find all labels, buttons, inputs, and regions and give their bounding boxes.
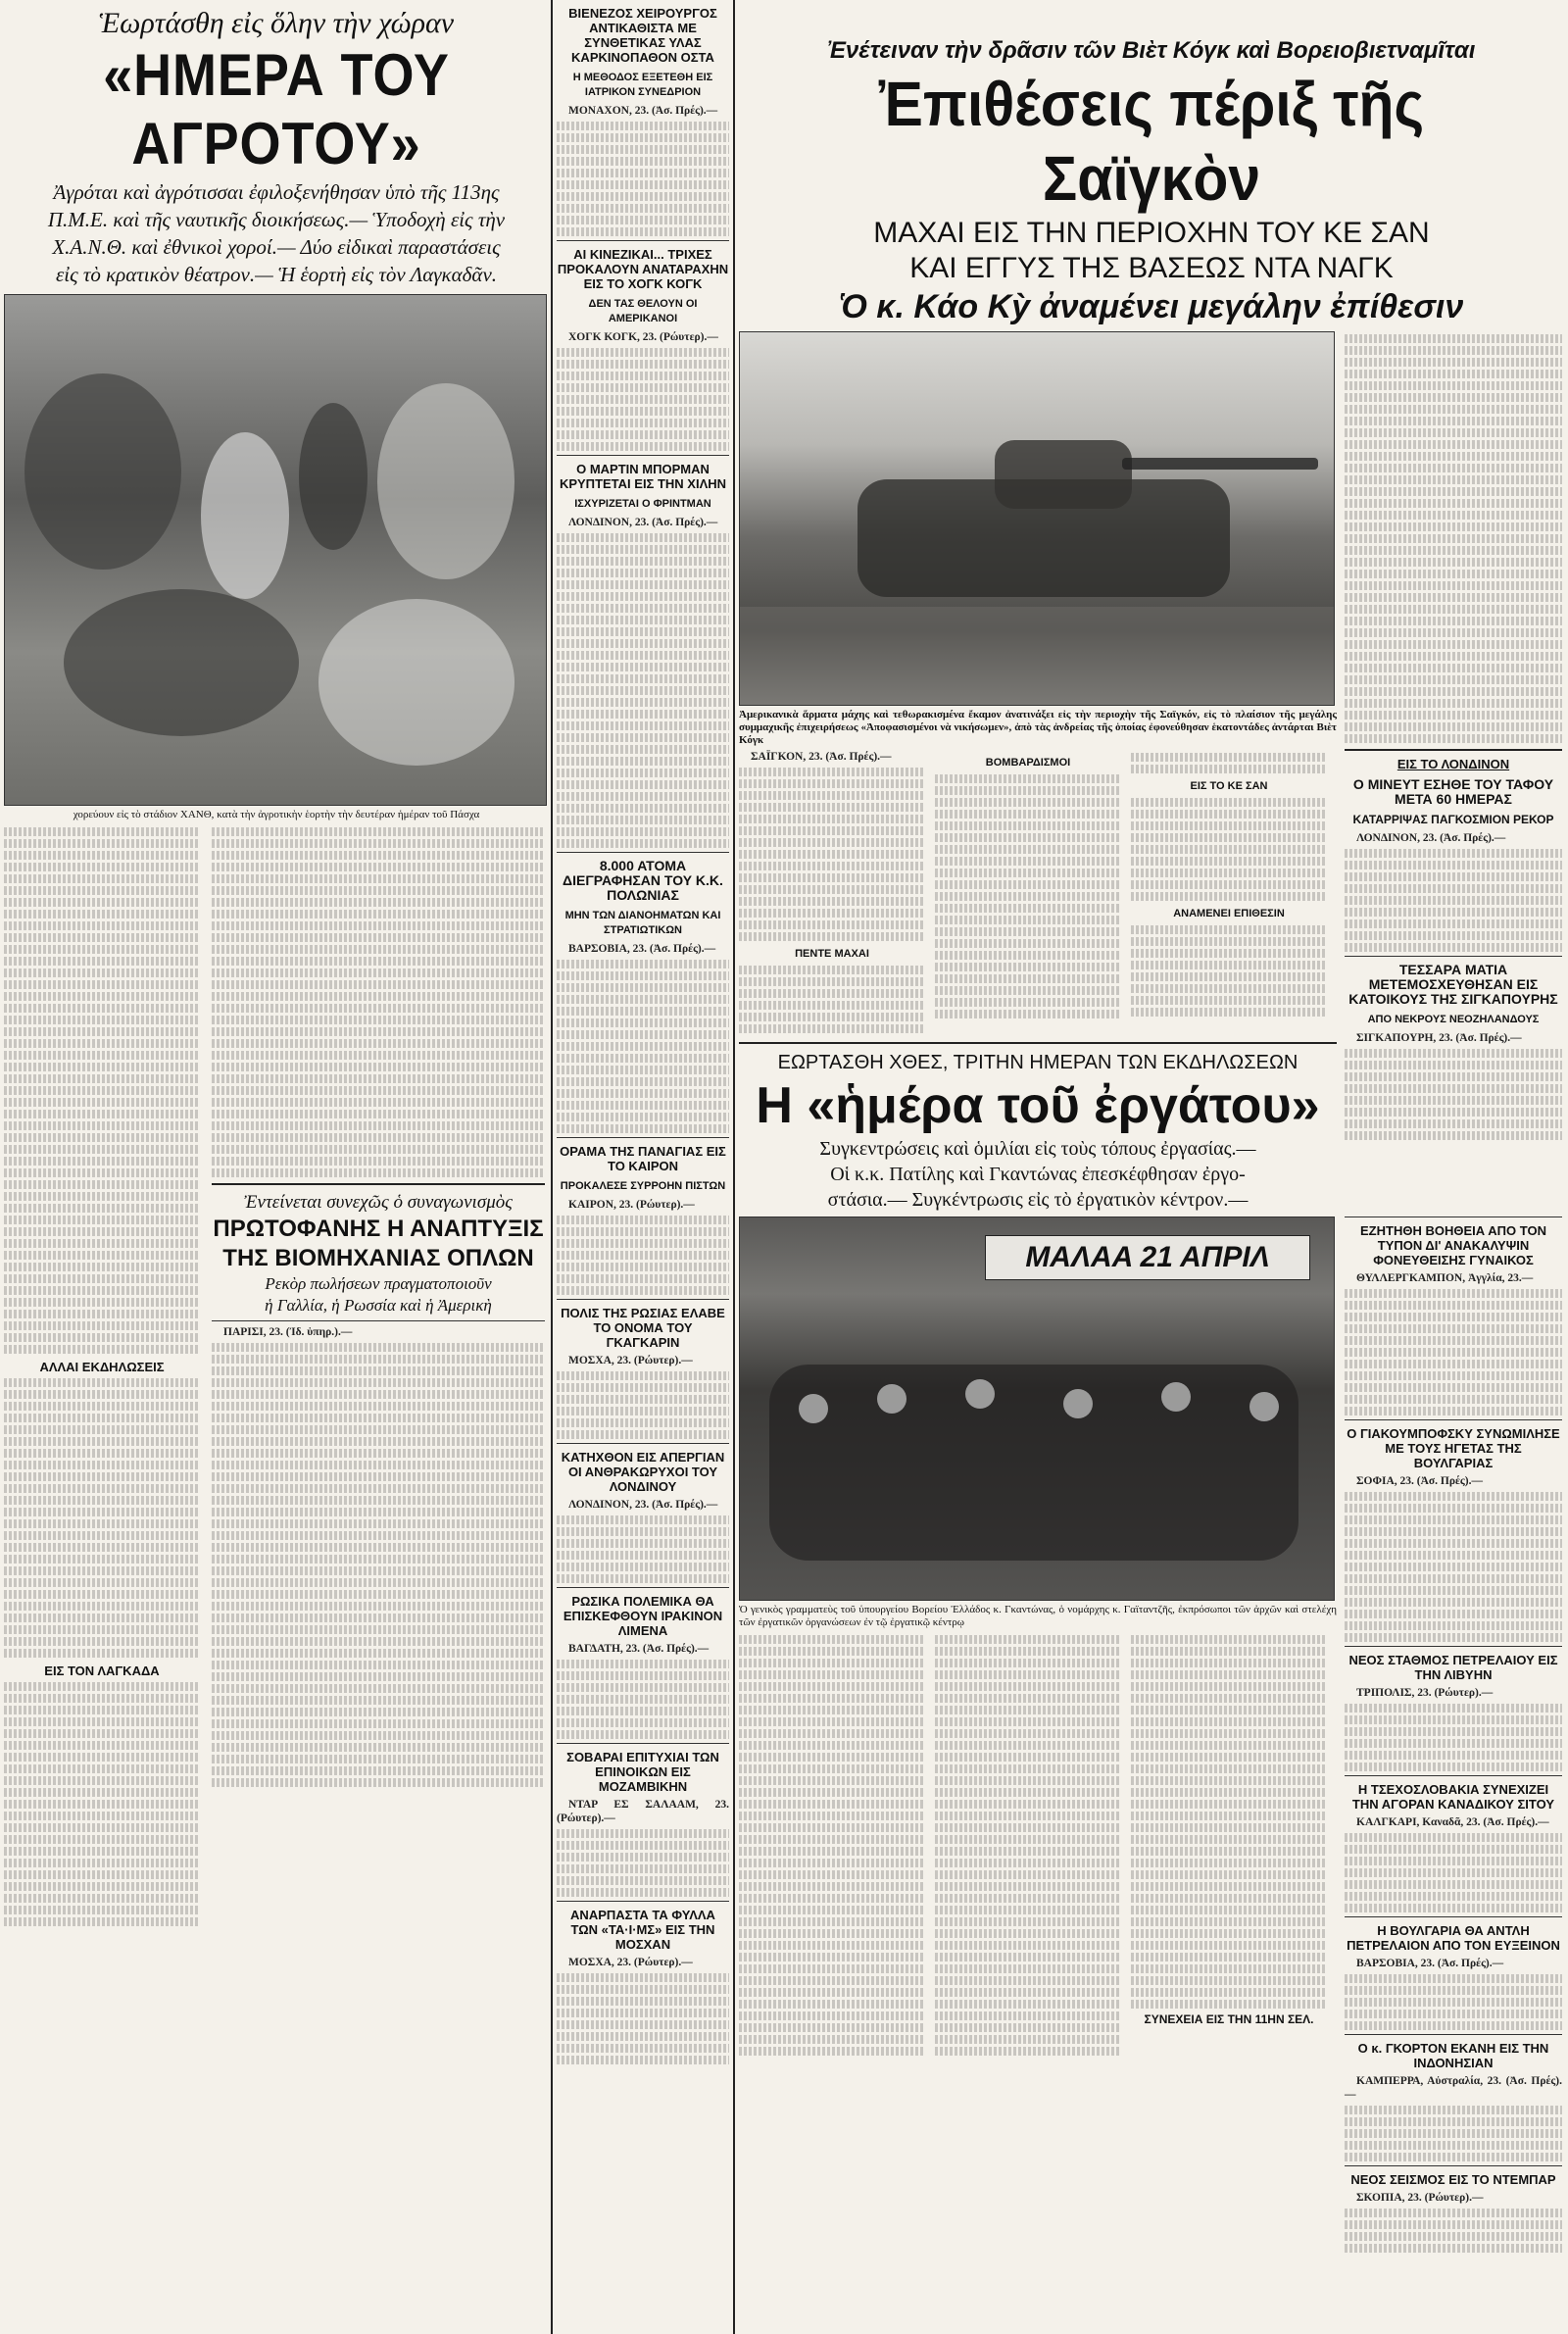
saigon-dateline: ΣΑΪΓΚΟΝ, 23. (Ἀσ. Πρές).— bbox=[751, 751, 892, 763]
col6-9-heading: ΝΕΟΣ ΣΕΙΣΜΟΣ ΕΙΣ ΤΟ ΝΤΕΜΠΑΡ bbox=[1350, 2172, 1556, 2187]
brief-3-dateline: ΛΟΝΔΙΝΟΝ, 23. (Ἀσ. Πρές).— bbox=[568, 517, 718, 528]
brief-4-sub: ΜΗΝ ΤΩΝ ΔΙΑΝΟΗΜΑΤΩΝ ΚΑΙ ΣΤΡΑΤΙΩΤΙΚΩΝ bbox=[564, 910, 721, 936]
col6-7-heading: Η ΒΟΥΛΓΑΡΙΑ ΘΑ ΑΝΤΛΗ ΠΕΤΡΕΛΑΙΟΝ ΑΠΟ ΤΟΝ ΕΥΞΕΙΝΟΝ bbox=[1347, 1923, 1560, 1953]
workers-photo-caption: Ὁ γενικὸς γραμματεὺς τοῦ ὑπουργείου Βορείου Ἑλλάδος κ. Γκαντώνας, ὁ νομάρχης κ. Γαϊταντζῆς, ἐκπρόσωποι τῶν ἀρχῶν καὶ στελέχη τῶν ἐργατικῶν ὀργανώσεων ἐν τῷ ἐργατικῷ κέντρῳ bbox=[739, 1604, 1337, 1628]
saigon-deck-2: ΚΑΙ ΕΓΓΥΣ ΤΗΣ ΒΑΣΕΩΣ ΝΤΑ ΝΑΓΚ bbox=[909, 252, 1394, 284]
farmers-deck-3: Χ.Α.Ν.Θ. καὶ ἐθνικοὶ χοροί.— Δύο εἰδικαὶ παραστάσεις bbox=[52, 235, 501, 259]
worker-deck-2: Οἱ κ.κ. Πατίλης καὶ Γκαντώνας ἐπεσκέφθησαν ἐργο- bbox=[830, 1164, 1246, 1185]
brief-7-heading: ΚΑΤΗΧΘΟΝ ΕΙΣ ΑΠΕΡΓΙΑΝ ΟΙ ΑΝΘΡΑΚΩΡΥΧΟΙ ΤΟΥ ΛΟΝΔΙΝΟΥ bbox=[561, 1450, 725, 1494]
col6-2-sub: ΑΠΟ ΝΕΚΡΟΥΣ ΝΕΟΖΗΛΑΝΔΟΥΣ bbox=[1367, 1014, 1540, 1025]
col6-7-dateline: ΒΑΡΣΟΒΙΑ, 23. (Ἀσ. Πρές).— bbox=[1356, 1958, 1504, 1969]
saigon-deck-1: ΜΑΧΑΙ ΕΙΣ ΤΗΝ ΠΕΡΙΟΧΗΝ ΤΟΥ ΚΕ ΣΑΝ bbox=[873, 217, 1430, 249]
saigon-right-col bbox=[1345, 331, 1562, 1213]
brief-5-heading: ΟΡΑΜΑ ΤΗΣ ΠΑΝΑΓΙΑΣ ΕΙΣ ΤΟ ΚΑΙΡΟΝ bbox=[560, 1144, 726, 1173]
farmers-headline: «ΗΜΕΡΑ ΤΟΥ ΑΓΡΟΤΟΥ» bbox=[103, 42, 450, 176]
saigon-sub-heading-3: ΠΕΝΤΕ ΜΑΧΑΙ bbox=[795, 948, 869, 960]
farmers-column bbox=[4, 0, 549, 2334]
col6-3-heading: ΕΖΗΤΗΘΗ ΒΟΗΘΕΙΑ ΑΠΟ ΤΟΝ ΤΥΠΟΝ ΔΙ' ΑΝΑΚΑΛΥΨΙΝ ΦΟΝΕΥΘΕΙΣΗΣ ΓΥΝΑΙΚΟΣ bbox=[1360, 1223, 1546, 1267]
weapons-kicker: Ἐντείνεται συνεχῶς ὁ συναγωνισμὸς bbox=[244, 1192, 513, 1213]
brief-8-heading: ΡΩΣΙΚΑ ΠΟΛΕΜΙΚΑ ΘΑ ΕΠΙΣΚΕΦΘΟΥΝ ΙΡΑΚΙΝΟΝ ΛΙΜΕΝΑ bbox=[563, 1594, 723, 1638]
brief-1-sub: Η ΜΕΘΟΔΟΣ ΕΞΕΤΕΘΗ ΕΙΣ ΙΑΤΡΙΚΟΝ ΣΥΝΕΔΡΙΟΝ bbox=[572, 72, 713, 98]
brief-1-heading: ΒΙΕΝΕΖΟΣ ΧΕΙΡΟΥΡΓΟΣ ΑΝΤΙΚΑΘΙΣΤΑ ΜΕ ΣΥΝΘΕΤΙΚΑΣ ΥΛΑΣ ΚΑΡΚΙΝΟΠΑΘΟΝ ΟΣΤΑ bbox=[568, 6, 717, 65]
workers-banner bbox=[985, 1235, 1310, 1280]
saigon-text-col-a bbox=[739, 750, 925, 1036]
weapons-deck-2: ἡ Γαλλία, ἡ Ρωσσία καὶ ἡ Ἀμερικὴ bbox=[265, 1296, 492, 1315]
farmers-deck-1: Ἀγρόται καὶ ἀγρότισσαι ἐφιλοξενήθησαν ὑπὸ τῆς 113ης bbox=[53, 180, 500, 204]
worker-deck-1: Συγκεντρώσεις καὶ ὁμιλίαι εἰς τοὺς τόπους ἐργασίας.— bbox=[819, 1138, 1256, 1160]
col6-3-dateline: ΘΥΛΛΕΡΓΚΑΜΠΟΝ, Ἀγγλία, 23.— bbox=[1356, 1272, 1534, 1284]
farmers-text-col-b bbox=[212, 824, 545, 1929]
weapons-deck-1: Ρεκὸρ πωλήσεων πραγματοποιοῦν bbox=[265, 1274, 492, 1293]
brief-4-dateline: ΒΑΡΣΟΒΙΑ, 23. (Ἀσ. Πρές).— bbox=[568, 943, 716, 955]
weapons-dateline: ΠΑΡΙΣΙ, 23. (Ἰδ. ὑπηρ.).— bbox=[223, 1326, 353, 1338]
farmers-kicker: Ἑωρτάσθη εἰς ὅλην τὴν χώραν bbox=[98, 7, 455, 39]
col6-8-dateline: ΚΑΜΠΕΡΡΑ, Αὐστραλία, 23. (Ἀσ. Πρές).— bbox=[1345, 2075, 1562, 2101]
brief-2-dateline: ΧΟΓΚ ΚΟΓΚ, 23. (Ρώυτερ).— bbox=[568, 331, 718, 343]
farmers-deck-2: Π.Μ.Ε. καὶ τῆς ναυτικῆς διοικήσεως.— Ὑποδοχὴ εἰς τὴν bbox=[47, 208, 506, 231]
col6-1-title: Ο ΜΙΝΕΥΤ ΕΣΗΘΕ ΤΟΥ ΤΑΦΟΥ ΜΕΤΑ 60 ΗΜΕΡΑΣ bbox=[1352, 776, 1554, 807]
farmers-text-col-a bbox=[4, 824, 200, 1929]
brief-10-heading: ΑΝΑΡΠΑΣΤΑ ΤΑ ΦΥΛΛΑ ΤΩΝ «ΤΑ·Ι·ΜΣ» ΕΙΣ ΤΗΝ ΜΟΣΧΑΝ bbox=[570, 1908, 715, 1952]
brief-6-dateline: ΜΟΣΧΑ, 23. (Ρώυτερ).— bbox=[568, 1355, 693, 1366]
worker-continued-note: ΣΥΝΕΧΕΙΑ ΕΙΣ ΤΗΝ 11ΗΝ ΣΕΛ. bbox=[1144, 2012, 1314, 2026]
farmers-side-heading-2: ΕΙΣ ΤΟΝ ΛΑΓΚΑΔΑ bbox=[44, 1664, 160, 1678]
saigon-worker-section bbox=[739, 0, 1564, 2334]
brief-5-dateline: ΚΑΙΡΟΝ, 23. (Ρώυτερ).— bbox=[568, 1199, 695, 1211]
worker-kicker: ΕΩΡΤΑΣΘΗ ΧΘΕΣ, ΤΡΙΤΗΝ ΗΜΕΡΑΝ ΤΩΝ ΕΚΔΗΛΩΣΕΩΝ bbox=[777, 1052, 1298, 1073]
worker-deck-3: στάσια.— Συγκέντρωσις εἰς τὸ ἐργατικὸν κέντρον.— bbox=[827, 1189, 1249, 1211]
worker-text-col-a bbox=[739, 1632, 925, 2059]
brief-2-heading: ΑΙ ΚΙΝΕΖΙΚΑΙ... ΤΡΙΧΕΣ ΠΡΟΚΑΛΟΥΝ ΑΝΑΤΑΡΑΧΗΝ ΕΙΣ ΤΟ ΧΟΓΚ ΚΟΓΚ bbox=[557, 247, 729, 291]
col6-1-sub: ΚΑΤΑΡΡΙΨΑΣ ΠΑΓΚΟΣΜΙΟΝ ΡΕΚΟΡ bbox=[1352, 813, 1554, 826]
col6-1-heading: ΕΙΣ ΤΟ ΛΟΝΔΙΝΟΝ bbox=[1396, 757, 1510, 771]
farmers-dance-photo bbox=[4, 294, 547, 806]
worker-text-col-c bbox=[1131, 1632, 1327, 2059]
tanks-photo bbox=[739, 331, 1335, 706]
col6-4-heading: Ο ΓΙΑΚΟΥΜΠΟΦΣΚΥ ΣΥΝΩΜΙΛΗΣΕ ΜΕ ΤΟΥΣ ΗΓΕΤΑΣ ΤΗΣ ΒΟΥΛΓΑΡΙΑΣ bbox=[1347, 1426, 1560, 1470]
worker-text-col-b bbox=[935, 1632, 1121, 2059]
farmers-deck-4: εἰς τὸ κρατικὸν θέατρον.— Ἡ ἑορτὴ εἰς τὸν Λαγκαδᾶν. bbox=[55, 263, 498, 286]
saigon-text-col-c bbox=[1131, 750, 1327, 1036]
col6-2-heading: ΤΕΣΣΑΡΑ ΜΑΤΙΑ ΜΕΤΕΜΟΣΧΕΥΘΗΣΑΝ ΕΙΣ ΚΑΤΟΙΚΟΥΣ ΤΗΣ ΣΙΓΚΑΠΟΥΡΗΣ bbox=[1348, 962, 1558, 1007]
brief-10-dateline: ΜΟΣΧΑ, 23. (Ρώυτερ).— bbox=[568, 1957, 693, 1968]
saigon-text-col-b bbox=[935, 750, 1121, 1036]
brief-3-heading: Ο ΜΑΡΤΙΝ ΜΠΟΡΜΑΝ ΚΡΥΠΤΕΤΑΙ ΕΙΣ ΤΗΝ ΧΙΛΗΝ bbox=[559, 462, 727, 491]
col6-8-heading: Ο κ. ΓΚΟΡΤΟΝ ΕΚΑΝΗ ΕΙΣ ΤΗΝ ΙΝΔΟΝΗΣΙΑΝ bbox=[1357, 2041, 1549, 2070]
worker-headline: Η «ἡμέρα τοῦ ἐργάτου» bbox=[756, 1077, 1320, 1134]
brief-8-dateline: ΒΑΓΔΑΤΗ, 23. (Ἀσ. Πρές).— bbox=[568, 1643, 710, 1655]
col6-4-dateline: ΣΟΦΙΑ, 23. (Ἀσ. Πρές).— bbox=[1356, 1475, 1483, 1487]
brief-3-sub: ΙΣΧΥΡΙΖΕΤΑΙ Ο ΦΡΙΝΤΜΑΝ bbox=[574, 498, 711, 510]
col6-6-dateline: ΚΑΛΓΚΑΡΙ, Καναδᾶ, 23. (Ἀσ. Πρές).— bbox=[1356, 1816, 1549, 1828]
saigon-sub-heading-1: ΒΟΜΒΑΡΔΙΣΜΟΙ bbox=[985, 757, 1071, 769]
workers-banner-text: ΜΑΛΑΑ 21 ΑΠΡΙΛ bbox=[1025, 1241, 1270, 1273]
col6-lower bbox=[1345, 1213, 1562, 2256]
saigon-deck-3: Ὁ κ. Κάο Κỳ ἀναμένει μεγάλην ἐπίθεσιν bbox=[839, 288, 1464, 325]
brief-9-heading: ΣΟΒΑΡΑΙ ΕΠΙΤΥΧΙΑΙ ΤΩΝ ΕΠΙΝΟΙΚΩΝ ΕΙΣ ΜΟΖΑΜΒΙΚΗΝ bbox=[566, 1750, 719, 1794]
workers-gathering-photo bbox=[739, 1217, 1335, 1601]
col6-9-dateline: ΣΚΟΠΙΑ, 23. (Ρώυτερ).— bbox=[1356, 2192, 1484, 2204]
brief-2-sub: ΔΕΝ ΤΑΣ ΘΕΛΟΥΝ ΟΙ ΑΜΕΡΙΚΑΝΟΙ bbox=[588, 298, 698, 324]
col6-2-dateline: ΣΙΓΚΑΠΟΥΡΗ, 23. (Ἀσ. Πρές).— bbox=[1356, 1032, 1522, 1044]
weapons-headline-2: ΤΗΣ ΒΙΟΜΗΧΑΝΙΑΣ ΟΠΛΩΝ bbox=[222, 1245, 534, 1271]
tanks-photo-caption: Ἀμερικανικὰ ἅρματα μάχης καὶ τεθωρακισμένα ἔκαμον ἀνατινάξει εἰς τὴν περιοχὴν τῆς Σαϊγκόν, εἰς τὸ πλαίσιον τῆς μεγάλης συμμαχικῆς ἐπιχειρήσεως «Ἀποφασισμένοι νὰ νικήσωμεν», ἀπὸ τὰς ἀνδρείας τῆς ὁποίας ἐφονεύθησαν ἑκατοντάδες ἀντάρται Βιὲτ Κόγκ bbox=[739, 709, 1337, 746]
saigon-sub-heading-2: ΕΙΣ ΤΟ ΚΕ ΣΑΝ bbox=[1190, 780, 1268, 792]
col6-5-heading: ΝΕΟΣ ΣΤΑΘΜΟΣ ΠΕΤΡΕΛΑΙΟΥ ΕΙΣ ΤΗΝ ΛΙΒΥΗΝ bbox=[1348, 1653, 1558, 1682]
brief-4-heading: 8.000 ΑΤΟΜΑ ΔΙΕΓΡΑΦΗΣΑΝ ΤΟΥ Κ.Κ. ΠΟΛΩΝΙΑΣ bbox=[563, 858, 723, 903]
farmers-photo-caption: χορεύουν εἰς τὸ στάδιον ΧΑΝΘ, κατὰ τὴν ἀγροτικὴν ἑορτὴν τὴν δευτέραν ἡμέραν τοῦ Πάσχα bbox=[73, 809, 480, 820]
brief-9-dateline: ΝΤΑΡ ΕΣ ΣΑΛΑΑΜ, 23. (Ρώυτερ).— bbox=[557, 1799, 729, 1824]
saigon-headline: Ἐπιθέσεις πέριξ τῆς Σαϊγκὸν bbox=[878, 69, 1425, 214]
news-briefs-column bbox=[557, 0, 729, 2334]
brief-5-sub: ΠΡΟΚΑΛΕΣΕ ΣΥΡΡΟΗΝ ΠΙΣΤΩΝ bbox=[560, 1180, 726, 1192]
brief-1-dateline: ΜΟΝΑΧΟΝ, 23. (Ἀσ. Πρές).— bbox=[568, 105, 718, 117]
col6-5-dateline: ΤΡΙΠΟΛΙΣ, 23. (Ρώυτερ).— bbox=[1356, 1687, 1494, 1699]
brief-7-dateline: ΛΟΝΔΙΝΟΝ, 23. (Ἀσ. Πρές).— bbox=[568, 1499, 718, 1511]
weapons-headline-1: ΠΡΩΤΟΦΑΝΗΣ Η ΑΝΑΠΤΥΞΙΣ bbox=[213, 1216, 544, 1242]
col6-1-dateline: ΛΟΝΔΙΝΟΝ, 23. (Ἀσ. Πρές).— bbox=[1356, 832, 1506, 844]
farmers-side-heading-1: ΑΛΛΑΙ ΕΚΔΗΛΩΣΕΙΣ bbox=[39, 1360, 165, 1374]
saigon-kicker: Ἐνέτειναν τὴν δρᾶσιν τῶν Βιὲτ Κόγκ καὶ Βορειοβιετναμῖται bbox=[827, 37, 1476, 64]
brief-6-heading: ΠΟΛΙΣ ΤΗΣ ΡΩΣΙΑΣ ΕΛΑΒΕ ΤΟ ΟΝΟΜΑ ΤΟΥ ΓΚΑΓΚΑΡΙΝ bbox=[561, 1306, 725, 1350]
col6-6-heading: Η ΤΣΕΧΟΣΛΟΒΑΚΙΑ ΣΥΝΕΧΙΖΕΙ ΤΗΝ ΑΓΟΡΑΝ ΚΑΝΑΔΙΚΟΥ ΣΙΤΟΥ bbox=[1351, 1782, 1555, 1812]
saigon-sub-heading-4: ΑΝΑΜΕΝΕΙ ΕΠΙΘΕΣΙΝ bbox=[1173, 908, 1285, 919]
